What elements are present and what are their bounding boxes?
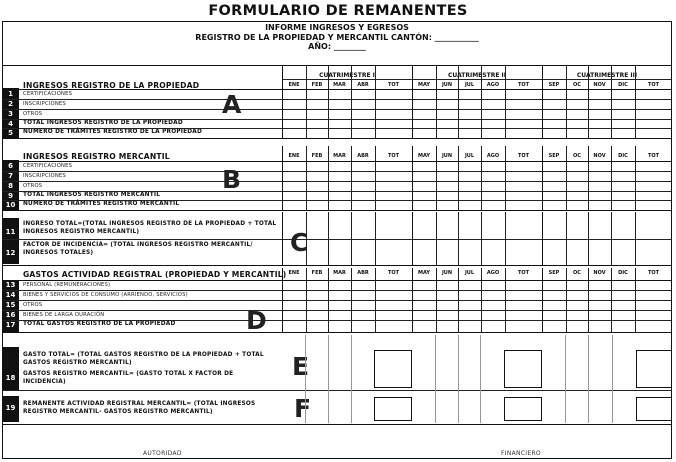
guide-line [565,335,566,423]
row-label-gastos-mercantil: GASTOS REGISTRO MERCANTIL= (GASTO TOTAL X FACTOR DE INCIDENCIA) [23,371,234,385]
month-header: TOT [387,153,400,159]
grid-column-line [436,146,437,211]
month-header: MAR [333,82,346,88]
guide-line [480,335,481,423]
total-box [636,397,672,421]
row-number: 3 [8,110,13,118]
section-f-letter: F [294,394,312,423]
month-header: ABR [357,82,369,88]
section-b-bottom-rule [2,210,672,211]
row-number: 10 [5,201,16,209]
row-label-inscripciones: INSCRIPCIONES [23,101,66,107]
grid-column-line [351,146,352,211]
row-rule [2,181,671,182]
grid-column-line [611,212,612,266]
section-a-letter: A [222,90,242,119]
section-d-letter: D [246,306,267,335]
row-number: 14 [5,291,16,299]
row-label-otros: OTROS [23,183,43,189]
grid-column-line [481,146,482,211]
row-number: 7 [8,172,13,180]
row-rule [2,119,671,120]
month-header: TOT [647,82,660,88]
row-number: 4 [8,120,13,128]
row-rule [2,128,671,129]
row-label-tramites-mercantil: NUMERO DE TRÁMITES REGISTRO MERCANTIL [23,201,180,207]
grid-column-line [566,212,567,266]
section-a-top-rule [2,89,672,90]
guide-line [305,335,306,423]
section-d-bottom-rule [2,332,672,333]
number-column-e [2,347,19,390]
grid-column-line [306,146,307,211]
section-b-top-rule [2,161,672,162]
month-header: AGO [486,153,500,159]
grid-column-line [328,212,329,266]
section-a-bottom-rule [2,138,672,139]
month-header: MAR [333,153,346,159]
quarter-header-rule [282,79,671,80]
month-header: FEB [311,153,323,159]
month-header: ABR [357,153,369,159]
month-header: DIC [618,270,628,276]
month-header: AGO [486,270,500,276]
guide-line [351,335,352,423]
grid-column-line [412,146,413,211]
month-header: OC [573,82,581,88]
section-f-bottom-rule [2,424,672,425]
section-d-title: GASTOS ACTIVIDAD REGISTRAL (PROPIEDAD Y MERCANTIL) [23,270,287,279]
guide-line [612,335,613,423]
quarter-header: CUATRIMESTRE III [576,72,638,79]
row-label-total-mercantil: TOTAL INGRESOS REGISTRO MERCANTIL [23,192,161,198]
report-header [2,23,672,52]
grid-column-line [542,146,543,211]
month-header: DIC [618,153,628,159]
row-label-otros: OTROS [23,111,43,117]
row-number: 15 [5,301,16,309]
month-header: SEP [548,153,560,159]
month-header: TOT [647,270,660,276]
row-rule [2,290,671,291]
row-label-factor-incidencia: FACTOR DE INCIDENCIA= (TOTAL INGRESOS REGISTRO MERCANTIL/ INGRESOS TOTALES) [23,242,253,256]
row-label-otros: OTROS [23,302,43,308]
section-b-title: INGRESOS REGISTRO MERCANTIL [23,152,170,161]
row-number: 18 [5,374,16,382]
header-line-1: INFORME INGRESOS Y EGRESOS [265,23,409,32]
row-rule [2,200,671,201]
section-b-letter: B [222,165,242,194]
row-label-certificaciones: CERTIFICACIONES [23,163,73,169]
section-d-top-rule [2,280,672,281]
guide-line [458,335,459,423]
row-number: 13 [5,281,16,289]
month-header: SEP [548,270,560,276]
month-header: OC [573,270,581,276]
row-label-bienes-servicios: BIENES Y SERVICIOS DE CONSUMO (ARRIENDO, SERVICIOS) [23,292,188,298]
section-e-bottom-rule [2,390,672,391]
grid-column-line [611,146,612,211]
quarter-header: CUATRIMESTRE I [319,72,375,79]
month-header: FEB [311,82,323,88]
grid-column-line [458,212,459,266]
guide-line [435,335,436,423]
row-label-ingreso-total: INGRESO TOTAL=(TOTAL INGRESOS REGISTRO DE LA PROPIEDAD + TOTAL INGRESOS REGISTRO MERCANTIL) [23,221,277,235]
header-line-3: AÑO: ________ [308,42,366,51]
month-header: JUN [441,153,453,159]
month-header: NOV [593,270,606,276]
section-c-bottom-rule [2,265,672,266]
month-header: TOT [387,82,400,88]
row-number: 8 [8,182,13,190]
month-header: MAY [418,82,430,88]
quarter-header: CUATRIMESTRE II [448,72,506,79]
grid-column-line [542,212,543,266]
month-header: ENE [288,153,300,159]
row-number: 12 [5,249,16,257]
month-header: ENE [288,82,300,88]
grid-column-line [566,146,567,211]
month-header: OC [573,153,581,159]
row-number: 16 [5,311,16,319]
month-header: AGO [486,82,500,88]
row-number: 6 [8,162,13,170]
row-number: 2 [8,100,13,108]
month-header: TOT [517,270,530,276]
row-label-gasto-total: GASTO TOTAL= (TOTAL GASTOS REGISTRO DE LA PROPIEDAD + TOTAL GASTOS REGISTRO MERCANTIL) [23,352,264,366]
month-header: ABR [357,270,369,276]
month-header: MAR [333,270,346,276]
row-rule [2,109,671,110]
row-rule [2,99,671,100]
month-header: DIC [618,82,628,88]
total-box [504,350,542,388]
row-number: 5 [8,129,13,137]
grid-column-line [328,146,329,211]
month-header: SEP [548,82,560,88]
month-header: MAY [418,270,430,276]
grid-column-line [306,212,307,266]
row-label-total-propiedad: TOTAL INGRESOS REGISTRO DE LA PROPIEDAD [23,120,183,126]
month-header: ENE [288,270,300,276]
section-c-mid-rule [2,239,672,240]
row-number: 17 [5,321,16,329]
grid-column-line [481,212,482,266]
row-number: 9 [8,192,13,200]
row-label-inscripciones: INSCRIPCIONES [23,173,66,179]
month-header: JUL [464,270,475,276]
month-header: TOT [647,153,660,159]
grid-column-line [588,146,589,211]
grid-column-line [458,146,459,211]
row-number: 11 [5,228,16,236]
month-header: JUN [441,82,453,88]
month-header: FEB [311,270,323,276]
grid-column-line [375,212,376,266]
guide-line [588,335,589,423]
month-header: TOT [517,82,530,88]
grid-column-line [588,212,589,266]
row-label-bienes-larga-duracion: BIENES DE LARGA DURACIÓN [23,312,105,318]
total-box [504,397,542,421]
grid-left-border [282,212,283,266]
row-label-certificaciones: CERTIFICACIONES [23,91,73,97]
month-header: JUL [464,153,475,159]
section-e-letter: E [292,352,310,381]
number-column-c [2,218,19,264]
grid-left-border [282,146,283,211]
month-header: JUL [464,82,475,88]
row-label-personal: PERSONAL (REMUNERACIONES) [23,282,111,288]
row-label-total-gastos: TOTAL GASTOS REGISTRO DE LA PROPIEDAD [23,321,176,327]
grid-column-line [351,212,352,266]
grid-column-line [375,146,376,211]
grid-column-line [505,146,506,211]
row-rule [2,191,671,192]
grid-column-line [505,212,506,266]
month-header: TOT [517,153,530,159]
signature-authority: AUTORIDAD [143,450,182,457]
section-c-letter: C [290,228,309,257]
row-label-remanente: REMANENTE ACTIVIDAD REGISTRAL MERCANTIL= (TOTAL INGRESOS REGISTRO MERCANTIL- GASTOS REGISTRO MERCANTIL) [23,401,256,415]
section-a-title: INGRESOS REGISTRO DE LA PROPIEDAD [23,81,200,90]
row-label-tramites-propiedad: NUMERO DE TRÁMITES REGISTRO DE LA PROPIEDAD [23,129,203,135]
row-rule [2,320,671,321]
total-box [636,350,672,388]
header-line-2: REGISTRO DE LA PROPIEDAD Y MERCANTIL CANTÓN: ___________ [195,32,479,42]
grid-column-line [635,146,636,211]
month-header: MAY [418,153,430,159]
row-number: 1 [8,90,13,98]
row-rule [2,310,671,311]
form-title: FORMULARIO DE REMANENTES [208,3,468,19]
total-box [374,350,412,388]
guide-line [328,335,329,423]
row-rule [2,171,671,172]
total-box [374,397,412,421]
grid-column-line [412,212,413,266]
grid-column-line [436,212,437,266]
header-separator [2,65,672,66]
month-header: TOT [387,270,400,276]
month-header: JUN [441,270,453,276]
row-number: 19 [5,404,16,412]
signature-financial: FINANCIERO [501,450,541,457]
month-header: NOV [593,153,606,159]
grid-column-line [635,212,636,266]
row-rule [2,300,671,301]
month-header: NOV [593,82,606,88]
